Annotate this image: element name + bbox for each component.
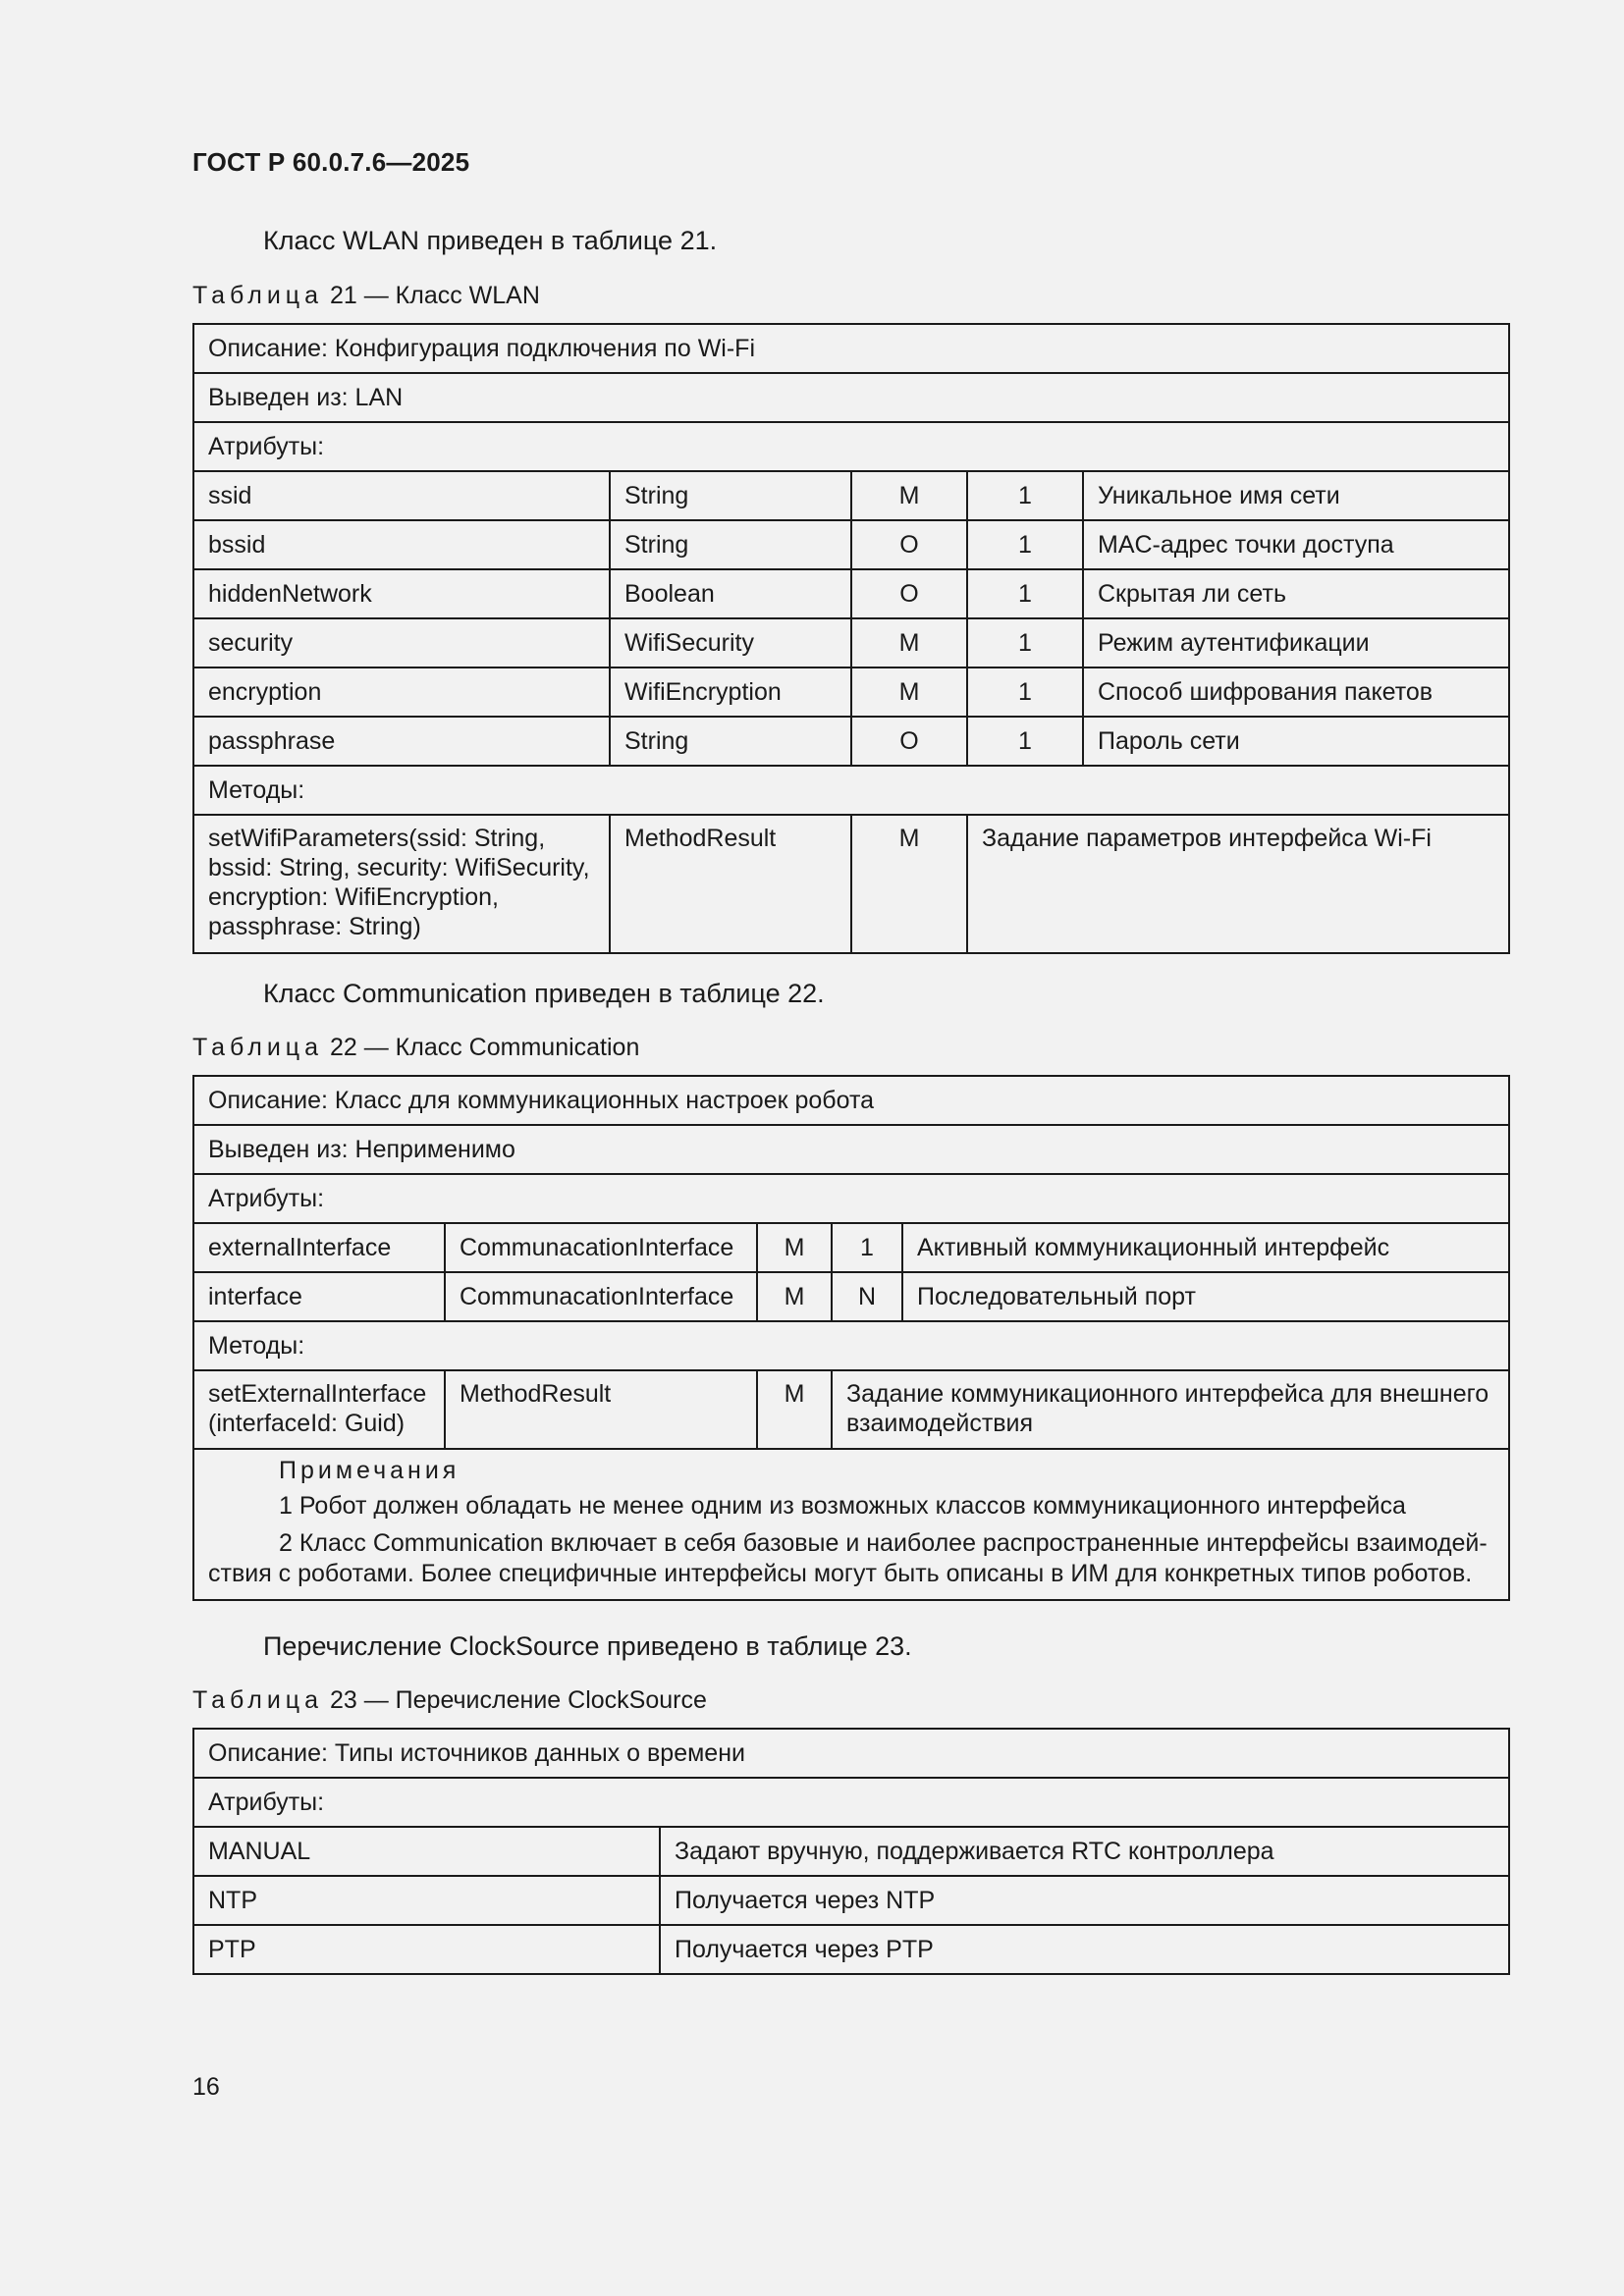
method-presence: M xyxy=(851,815,967,953)
attr-type: WifiEncryption xyxy=(610,667,851,717)
attr-name: externalInterface xyxy=(193,1223,445,1272)
attr-presence: M xyxy=(757,1272,832,1321)
attr-type: String xyxy=(610,471,851,520)
note-item: 2 Класс Communication включает в себя базовые и наиболее распространенные интерфейсы взаимодей-ствия с роботами. Более специфичные интерфейсы могут быть описаны в ИМ для конкретных типов роботов. xyxy=(208,1529,1488,1587)
attr-presence: M xyxy=(851,618,967,667)
enum-value: PTP xyxy=(193,1925,660,1974)
attr-multiplicity: 1 xyxy=(967,667,1083,717)
table-21 xyxy=(192,323,1510,954)
table-row xyxy=(193,520,1509,569)
table-row xyxy=(193,1778,1509,1827)
note-item: 1 Робот должен обладать не менее одним из возможных классов коммуникационного интерфейса xyxy=(279,1492,1406,1520)
table-row xyxy=(193,1076,1509,1125)
table-row xyxy=(193,717,1509,766)
attr-presence: O xyxy=(851,569,967,618)
table-row xyxy=(193,667,1509,717)
attr-multiplicity: 1 xyxy=(832,1223,902,1272)
enum-description: Получается через NTP xyxy=(660,1876,1509,1925)
description-cell: Описание: Класс для коммуникационных настроек робота xyxy=(193,1076,1509,1125)
attributes-label: Атрибуты: xyxy=(193,1174,1509,1223)
enum-description: Получается через PTP xyxy=(660,1925,1509,1974)
attributes-label: Атрибуты: xyxy=(193,422,1509,471)
attr-multiplicity: 1 xyxy=(967,618,1083,667)
table-23-intro: Перечисление ClockSource приведено в таблице 23. xyxy=(263,1631,912,1661)
attr-presence: M xyxy=(757,1223,832,1272)
caption-label: Таблица xyxy=(192,1686,324,1714)
attr-multiplicity: 1 xyxy=(967,569,1083,618)
method-signature: setWifiParameters(ssid: String, bssid: String, security: WifiSecurity, encryption: WifiEncryption, passphrase: String) xyxy=(193,815,610,953)
attr-name: encryption xyxy=(193,667,610,717)
attr-presence: O xyxy=(851,520,967,569)
attr-presence: O xyxy=(851,717,967,766)
table-22-intro: Класс Communication приведен в таблице 22. xyxy=(263,979,825,1008)
method-description: Задание коммуникационного интерфейса для внешнего взаимодействия xyxy=(832,1370,1509,1449)
methods-label: Методы: xyxy=(193,1321,1509,1370)
method-description: Задание параметров интерфейса Wi-Fi xyxy=(967,815,1509,953)
table-23-caption xyxy=(192,1686,707,1715)
attr-presence: M xyxy=(851,667,967,717)
notes-heading: Примечания xyxy=(279,1457,460,1484)
method-presence: M xyxy=(757,1370,832,1449)
attr-type: CommunacationInterface xyxy=(445,1272,757,1321)
caption-text: 23 — Перечисление ClockSource xyxy=(329,1686,707,1714)
table-21-caption xyxy=(192,282,540,310)
table-row xyxy=(193,569,1509,618)
attributes-label: Атрибуты: xyxy=(193,1778,1509,1827)
methods-label: Методы: xyxy=(193,766,1509,815)
caption-label: Таблица xyxy=(192,282,324,309)
attr-description: Активный коммуникационный интерфейс xyxy=(902,1223,1509,1272)
attr-multiplicity: 1 xyxy=(967,520,1083,569)
attr-multiplicity: 1 xyxy=(967,717,1083,766)
attr-name: hiddenNetwork xyxy=(193,569,610,618)
table-row xyxy=(193,1925,1509,1974)
notes-cell xyxy=(193,1449,1509,1600)
table-row xyxy=(193,1449,1509,1600)
page-number: 16 xyxy=(192,2073,220,2101)
table-row xyxy=(193,471,1509,520)
table-row xyxy=(193,815,1509,953)
table-row xyxy=(193,324,1509,373)
enum-value: NTP xyxy=(193,1876,660,1925)
table-22 xyxy=(192,1075,1510,1601)
table-row xyxy=(193,1272,1509,1321)
table-row xyxy=(193,422,1509,471)
table-23 xyxy=(192,1728,1510,1975)
table-row xyxy=(193,766,1509,815)
attr-name: security xyxy=(193,618,610,667)
table-row xyxy=(193,1370,1509,1449)
derived-cell: Выведен из: Неприменимо xyxy=(193,1125,1509,1174)
description-cell: Описание: Типы источников данных о времени xyxy=(193,1729,1509,1778)
attr-type: CommunacationInterface xyxy=(445,1223,757,1272)
attr-type: String xyxy=(610,717,851,766)
method-signature: setExternalInterface (interfaceId: Guid) xyxy=(193,1370,445,1449)
attr-description: Режим аутентификации xyxy=(1083,618,1509,667)
table-21-intro: Класс WLAN приведен в таблице 21. xyxy=(263,226,718,255)
attr-name: interface xyxy=(193,1272,445,1321)
table-22-caption xyxy=(192,1034,639,1062)
caption-text: 22 — Класс Communication xyxy=(329,1034,640,1061)
attr-multiplicity: 1 xyxy=(967,471,1083,520)
table-row xyxy=(193,1125,1509,1174)
attr-name: ssid xyxy=(193,471,610,520)
attr-type: Boolean xyxy=(610,569,851,618)
table-row xyxy=(193,1876,1509,1925)
attr-description: Пароль сети xyxy=(1083,717,1509,766)
attr-description: Последовательный порт xyxy=(902,1272,1509,1321)
attr-name: bssid xyxy=(193,520,610,569)
attr-type: String xyxy=(610,520,851,569)
attr-type: WifiSecurity xyxy=(610,618,851,667)
description-cell: Описание: Конфигурация подключения по Wi-Fi xyxy=(193,324,1509,373)
document-code: ГОСТ Р 60.0.7.6—2025 xyxy=(192,147,470,177)
derived-cell: Выведен из: LAN xyxy=(193,373,1509,422)
table-row xyxy=(193,1321,1509,1370)
attr-multiplicity: N xyxy=(832,1272,902,1321)
attr-name: passphrase xyxy=(193,717,610,766)
attr-presence: M xyxy=(851,471,967,520)
table-row xyxy=(193,373,1509,422)
attr-description: Уникальное имя сети xyxy=(1083,471,1509,520)
enum-value: MANUAL xyxy=(193,1827,660,1876)
method-return-type: MethodResult xyxy=(610,815,851,953)
table-row xyxy=(193,1174,1509,1223)
table-row xyxy=(193,1223,1509,1272)
table-row xyxy=(193,1827,1509,1876)
method-return-type: MethodResult xyxy=(445,1370,757,1449)
table-row xyxy=(193,618,1509,667)
caption-label: Таблица xyxy=(192,1034,324,1061)
attr-description: Скрытая ли сеть xyxy=(1083,569,1509,618)
enum-description: Задают вручную, поддерживается RTC контроллера xyxy=(660,1827,1509,1876)
attr-description: MAC-адрес точки доступа xyxy=(1083,520,1509,569)
attr-description: Способ шифрования пакетов xyxy=(1083,667,1509,717)
caption-text: 21 — Класс WLAN xyxy=(329,282,540,309)
table-row xyxy=(193,1729,1509,1778)
